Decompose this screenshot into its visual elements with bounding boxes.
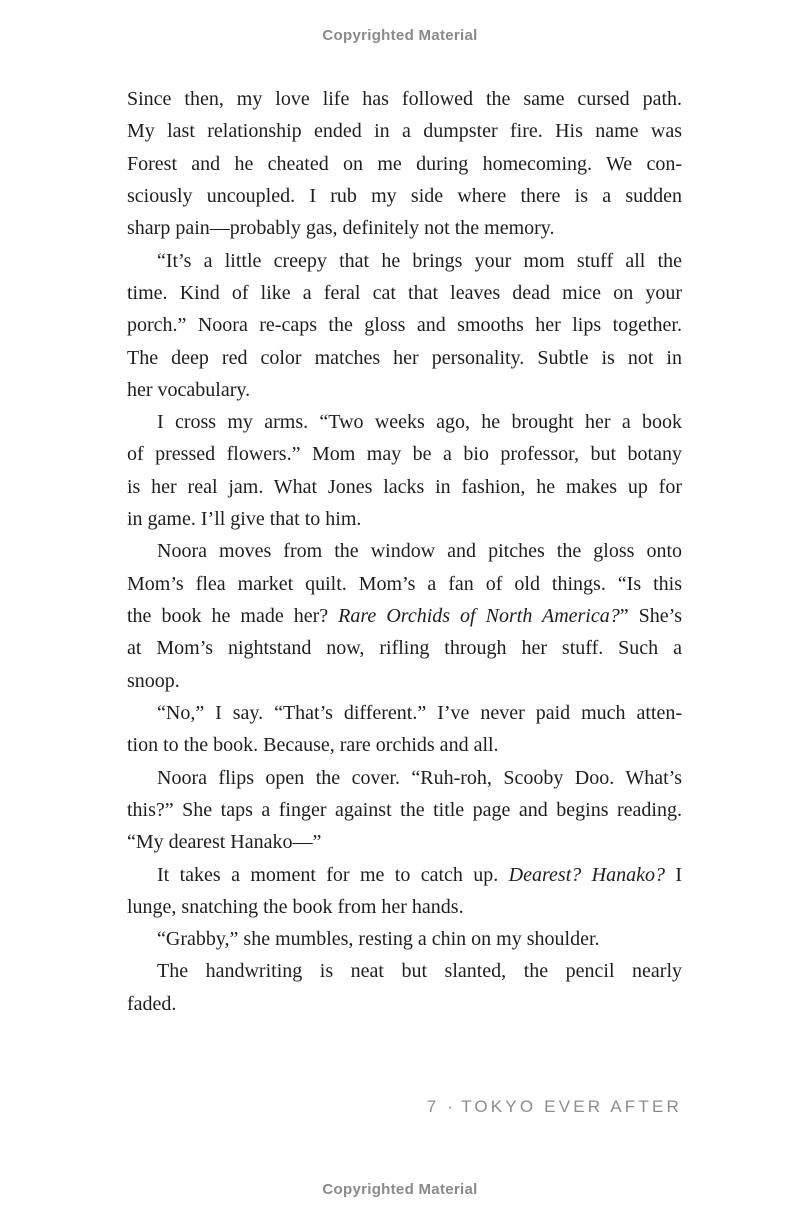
text-line [127,859,682,891]
text-segment: her vocabulary. [127,378,251,401]
paragraph [127,406,682,535]
text-line-content [127,988,176,1020]
text-segment: time. Kind of like a feral cat that leaves dead mice on your [127,281,682,304]
text-line-content [127,342,682,374]
separator-dot: · [447,1097,454,1116]
text-line [127,535,682,567]
text-line [127,729,682,761]
text-segment: Noora moves from the window and pitches the gloss onto [157,540,682,563]
text-line-content [127,632,682,664]
text-line [127,568,682,600]
text-line [127,148,682,180]
text-segment: Noora flips open the cover. “Ruh-roh, Scooby Doo. What’s [157,766,682,789]
text-line [127,180,682,212]
text-line-content [127,115,682,147]
text-line [127,826,682,858]
text-segment: the book he made her? [127,605,339,627]
text-segment: “It’s a little creepy that he brings your mom stuff all the [157,249,683,272]
paragraph [127,955,682,1020]
text-line-content [127,729,499,761]
text-line [127,600,682,632]
text-line [127,632,682,664]
text-line-content [157,535,682,567]
text-line-content [127,568,682,600]
text-line-content [157,697,682,729]
text-line [127,988,682,1020]
text-line-content [127,665,180,697]
text-segment: The handwriting is neat but slanted, the pencil nearly [157,960,683,983]
text-line-content [127,212,555,244]
text-line [127,277,682,309]
text-line-content [127,309,682,341]
top-copyright-notice: Copyrighted Material [322,27,478,44]
text-line-content [127,83,682,115]
text-line-content [157,955,682,987]
text-segment: Since then, my love life has followed the same cursed path. [127,88,682,110]
text-line-content [127,600,682,632]
italic-text: Rare Orchids of North America? [338,605,620,627]
text-segment: “No,” I say. “That’s different.” I’ve never paid much atten- [157,701,682,724]
text-line-content [127,471,682,503]
paragraph [127,83,682,245]
text-line [127,697,682,729]
text-segment: is her real jam. What Jones lacks in fashion, he makes up for [127,475,682,498]
text-segment: this?” She taps a finger against the title page and begins reading. [127,798,682,821]
paragraph [127,923,682,955]
text-line [127,212,682,244]
text-segment: porch.” Noora re-caps the gloss and smooths her lips together. [127,314,682,337]
running-footer [127,1097,682,1117]
text-segment: faded. [127,992,177,1015]
text-segment: Mom’s flea market quilt. Mom’s a fan of old things. “Is this [127,572,682,595]
page-number: 7 [426,1097,440,1116]
text-line-content [127,826,321,858]
text-line [127,762,682,794]
text-line [127,955,682,987]
text-segment: tion to the book. Because, rare orchids and all. [127,734,499,757]
text-line-content [127,374,250,406]
italic-text: Dearest? Hanako? [508,863,665,886]
text-segment: snoop. [127,669,180,692]
text-line [127,503,682,535]
text-segment: ” She’s [619,605,682,627]
text-line [127,309,682,341]
text-segment: sharp pain—probably gas, definitely not the memory. [127,217,555,240]
text-segment: “My dearest Hanako—” [127,831,322,854]
text-segment: “Grabby,” she mumbles, resting a chin on my shoulder. [157,928,600,951]
text-segment: The deep red color matches her personality. Subtle is not in [127,346,682,369]
text-segment: I [664,863,682,886]
text-segment: lunge, snatching the book from her hands. [127,895,464,918]
text-line [127,406,682,438]
paragraph [127,535,682,697]
text-line-content [157,923,600,955]
paragraph [127,762,682,859]
text-line-content [157,406,682,438]
text-line-content [157,762,682,794]
book-title: TOKYO EVER AFTER [461,1097,682,1116]
text-line-content [127,180,682,212]
text-line [127,794,682,826]
text-line [127,891,682,923]
text-line [127,471,682,503]
text-line [127,665,682,697]
text-line-content [127,438,682,470]
text-line [127,438,682,470]
text-line-content [127,891,464,923]
text-line [127,342,682,374]
text-line [127,245,682,277]
text-line-content [127,148,682,180]
text-line [127,83,682,115]
text-line-content [157,859,682,891]
text-segment: Forest and he cheated on me during homecoming. We con- [127,152,682,175]
text-segment: It takes a moment for me to catch up. [157,863,509,886]
text-segment: in game. I’ll give that to him. [127,508,362,531]
bottom-copyright-notice: Copyrighted Material [322,1181,478,1198]
text-line-content [127,794,682,826]
text-segment: sciously uncoupled. I rub my side where there is a sudden [127,184,682,207]
text-line [127,115,682,147]
text-segment: of pressed flowers.” Mom may be a bio professor, but botany [127,443,682,466]
text-line-content [127,503,361,535]
text-line-content [127,277,682,309]
text-line [127,923,682,955]
text-line-content [157,245,682,277]
text-segment: My last relationship ended in a dumpster fire. His name was [127,120,682,143]
text-segment: I cross my arms. “Two weeks ago, he brought her a book [157,411,683,434]
paragraph [127,859,682,924]
body-text-block [127,83,682,1020]
paragraph [127,697,682,762]
paragraph [127,245,682,407]
text-line [127,374,682,406]
text-segment: at Mom’s nightstand now, rifling through her stuff. Such a [127,637,682,660]
